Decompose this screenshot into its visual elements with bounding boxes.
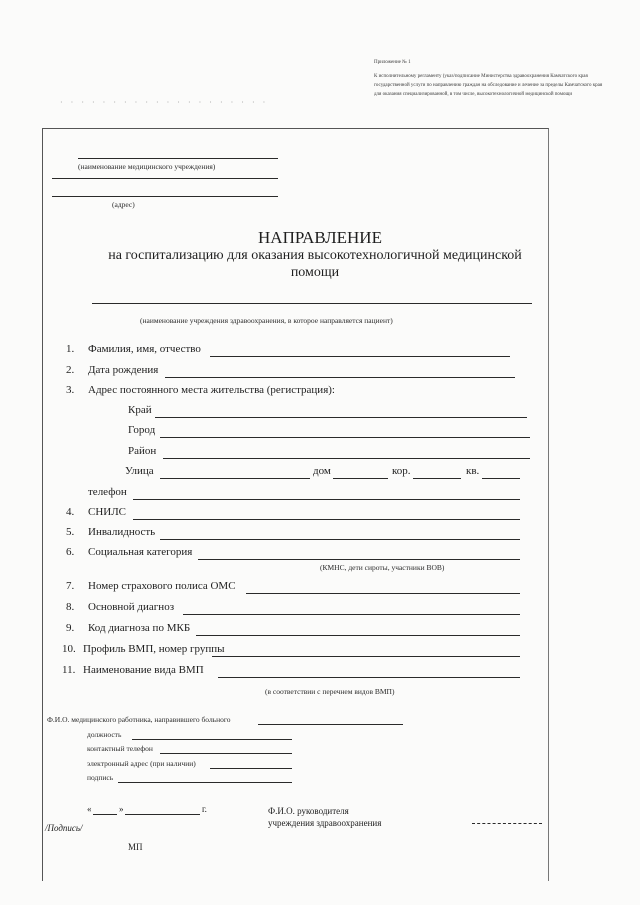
head-org-label: учреждения здравоохранения bbox=[268, 818, 382, 828]
worker-position-field[interactable] bbox=[132, 739, 292, 740]
item-7-field[interactable] bbox=[246, 593, 520, 594]
item-5-label: Инвалидность bbox=[88, 526, 156, 538]
item-6-number: 6. bbox=[66, 546, 75, 558]
worker-email-label: электронный адрес (при наличии) bbox=[87, 759, 196, 768]
house-field[interactable] bbox=[333, 478, 388, 479]
head-signature-field[interactable] bbox=[472, 823, 542, 824]
head-fio-label: Ф.И.О. руководителя bbox=[268, 806, 349, 816]
item-9-number: 9. bbox=[66, 622, 75, 634]
city-field[interactable] bbox=[160, 437, 530, 438]
social-category-caption: (КМНС, дети сироты, участники ВОВ) bbox=[320, 563, 445, 572]
address-line bbox=[52, 196, 278, 197]
item-5-field[interactable] bbox=[160, 539, 520, 540]
worker-phone-label: контактный телефон bbox=[87, 744, 153, 753]
appendix-body: К исполнительному регламенту (указ/подписание Министерства здравоохранения Камчатского края государственной услуги по направлению граждан на обследование и лечение за пределы Камчатского края для оказания специализированной, в том числе, высокотехнологичной медицинской помощи bbox=[374, 74, 603, 97]
item-4-label: СНИЛС bbox=[88, 506, 127, 518]
item-2-label: Дата рождения bbox=[88, 364, 159, 376]
document-title: НАПРАВЛЕНИЕ bbox=[258, 228, 382, 247]
date-open-quote: « bbox=[87, 804, 92, 814]
item-3-label: Адрес постоянного места жительства (регистрация): bbox=[88, 384, 335, 396]
item-2-number: 2. bbox=[66, 364, 75, 376]
building-label: кор. bbox=[392, 465, 411, 477]
worker-fio-label: Ф.И.О. медицинского работника, направившего больного bbox=[47, 715, 231, 724]
apartment-field[interactable] bbox=[482, 478, 520, 479]
signature-label: /Подпись/ bbox=[45, 823, 83, 833]
appendix-title: Приложение № 1 bbox=[374, 60, 411, 65]
district-field[interactable] bbox=[163, 458, 530, 459]
institution-caption: (наименование медицинского учреждения) bbox=[78, 162, 216, 171]
item-9-label: Код диагноза по МКБ bbox=[88, 622, 191, 634]
district-label: Район bbox=[128, 445, 157, 457]
building-field[interactable] bbox=[413, 478, 461, 479]
item-5-number: 5. bbox=[66, 526, 75, 538]
institution-line-2 bbox=[52, 178, 278, 179]
worker-fio-field[interactable] bbox=[258, 724, 403, 725]
item-7-label: Номер страхового полиса ОМС bbox=[88, 580, 236, 592]
scan-artifact: · · · · · · · · · · · · · · · · · · · · bbox=[60, 98, 269, 107]
item-4-field[interactable] bbox=[133, 519, 520, 520]
apartment-label: кв. bbox=[466, 465, 480, 477]
item-6-field[interactable] bbox=[198, 559, 520, 560]
item-10-field[interactable] bbox=[212, 656, 520, 657]
item-1-label: Фамилия, имя, отчество bbox=[88, 343, 201, 355]
item-11-field[interactable] bbox=[218, 677, 520, 678]
item-7-number: 7. bbox=[66, 580, 75, 592]
item-1-number: 1. bbox=[66, 343, 75, 355]
worker-phone-field[interactable] bbox=[160, 753, 292, 754]
item-9-field[interactable] bbox=[196, 635, 520, 636]
item-8-field[interactable] bbox=[183, 614, 520, 615]
item-10-label: Профиль ВМП, номер группы bbox=[83, 643, 225, 655]
item-8-number: 8. bbox=[66, 601, 75, 613]
item-3-number: 3. bbox=[66, 384, 75, 396]
item-11-number: 11. bbox=[62, 664, 76, 676]
item-4-number: 4. bbox=[66, 506, 75, 518]
item-2-field[interactable] bbox=[165, 377, 515, 378]
worker-position-label: должность bbox=[87, 730, 122, 739]
street-label: Улица bbox=[125, 465, 154, 477]
item-1-field[interactable] bbox=[210, 356, 510, 357]
target-institution-caption: (наименование учреждения здравоохранения, в которое направляется пациент) bbox=[140, 316, 393, 325]
item-8-label: Основной диагноз bbox=[88, 601, 175, 613]
city-label: Город bbox=[128, 424, 156, 436]
date-month-field[interactable] bbox=[125, 814, 200, 815]
region-label: Край bbox=[128, 404, 152, 416]
address-caption: (адрес) bbox=[112, 200, 135, 209]
vmp-caption: (в соответствии с перечнем видов ВМП) bbox=[265, 687, 395, 696]
item-6-label: Социальная категория bbox=[88, 546, 193, 558]
phone-label: телефон bbox=[88, 486, 127, 498]
house-label: дом bbox=[313, 465, 331, 477]
item-11-label: Наименование вида ВМП bbox=[83, 664, 204, 676]
street-field[interactable] bbox=[160, 478, 310, 479]
date-day-field[interactable] bbox=[93, 814, 117, 815]
worker-signature-field[interactable] bbox=[118, 782, 292, 783]
target-institution-line bbox=[92, 303, 532, 304]
worker-signature-label: подпись bbox=[87, 773, 114, 782]
item-10-number: 10. bbox=[62, 643, 76, 655]
region-field[interactable] bbox=[155, 417, 527, 418]
stamp-label: МП bbox=[128, 842, 143, 852]
institution-line bbox=[78, 158, 278, 159]
document-subtitle: на госпитализацию для оказания высокотехнологичной медицинской помощи bbox=[108, 248, 522, 280]
phone-field[interactable] bbox=[133, 499, 520, 500]
worker-email-field[interactable] bbox=[210, 768, 292, 769]
date-close-quote: » bbox=[119, 804, 124, 814]
date-year-suffix: г. bbox=[202, 804, 207, 814]
